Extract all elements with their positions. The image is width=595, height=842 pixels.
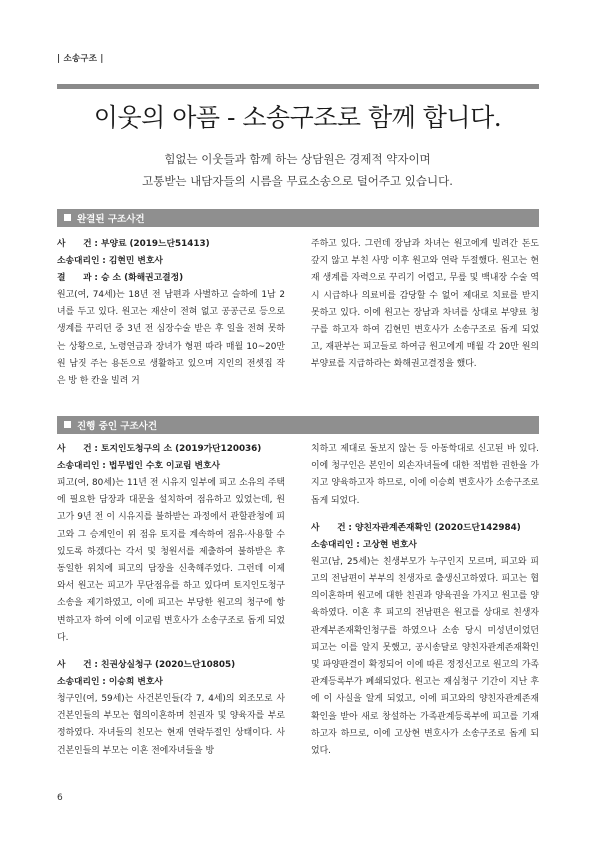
agent-key: 소송대리인 bbox=[57, 461, 100, 471]
agent-key: 소송대리인 bbox=[57, 677, 100, 688]
case-key: 사 건 bbox=[57, 444, 92, 454]
case-body-text-continued: 치하고 제대로 돌보지 않는 등 아동학대로 신고된 바 있다. 이에 청구인은 본인이 외손자녀들에 대한 적법한 권한을 가지고 양육하고자 하므로, 이에 이승희 변호사가 소송구조로 돕게 되었다. bbox=[311, 444, 539, 506]
case-key: 사 건 bbox=[311, 522, 346, 533]
case-row bbox=[311, 520, 539, 537]
case-body-text: 피고(여, 80세)는 11년 전 시유지 일부에 피고 소유의 주택에 필요한 담장과 대문을 설치하여 점유하고 있었는데, 원고가 9년 전 이 시유지를 불하받는 과정에서 관할관청에 피고와 그 승계인이 위 점유 토지를 계속하여 점유·사용할 수 있도록 하겠다는 각서 및 청원서를 제출하여 불하받은 후 동일한 위치에 피고의 담장을 신축해주었다. 그런데 이제 와서 원고는 피고가 무단점유를 하고 있다며 토지인도청구소송을 제기하였고, 이에 피고는 부당한 원고의 청구에 항변하고자 하여 이에 이교림 변호사가 소송구조로 돕게 되었다. bbox=[57, 478, 285, 643]
page-title: 이웃의 아픔 - 소송구조로 함께 합니다. bbox=[93, 103, 502, 132]
agent-value: : 이승희 변호사 bbox=[102, 677, 163, 688]
section-heading-label: 진행 중인 구조사건 bbox=[77, 421, 158, 432]
completed-case-right-column bbox=[311, 236, 539, 374]
subtitle-line-2: 고통받는 내담자들의 시름을 무료소송으로 덜어주고 있습니다. bbox=[142, 174, 453, 188]
square-bullet-icon bbox=[64, 421, 71, 428]
result-row bbox=[57, 270, 285, 287]
agent-row bbox=[57, 458, 285, 475]
case-key: 사 건 bbox=[57, 660, 92, 671]
result-key: 결 과 bbox=[57, 273, 92, 283]
subtitle-line-1: 힘없는 이웃들과 함께 하는 상담원은 경제적 약자이며 bbox=[164, 152, 431, 166]
case-row bbox=[57, 236, 285, 253]
ongoing-right-column bbox=[311, 441, 539, 760]
agent-row bbox=[57, 253, 285, 270]
case-body-text-continued: 주하고 있다. 그런데 장남과 차녀는 원고에게 빌려간 돈도 갚지 않고 부친 사망 이후 원고와 연락 두절했다. 원고는 현재 생계를 자력으로 꾸리기 어렵고, 무릎 및 백내장 수술 역시 시급하나 의료비를 감당할 수 없어 제대로 치료를 받지 못하고 있다. 이에 원고는 장남과 차녀를 상대로 부양료 청구를 하고자 하여 김현민 변호사가 소송구조로 돕게 되었고, 재판부는 피고들로 하여금 원고에게 매월 각 20만 원의 부양료를 지급하라는 화해권고결정을 했다. bbox=[311, 239, 539, 370]
case-body-text: 원고(남, 25세)는 친생부모가 누구인지 모르며, 피고와 피고의 전남편이 부부의 친생자로 출생신고하였다. 피고는 협의이혼하며 원고에 대한 친권과 양육권을 가지고 원고를 양육하였다. 이혼 후 피고의 전남편은 원고를 상대로 친생자관계부존재확인청구를 하였으나 소송 당시 미성년이었던 피고는 이를 알지 못했고, 공시송달로 양친자관계존재확인 및 파양판결이 확정되어 이에 따른 정정신고로 원고의 가족관계등록부가 폐쇄되었다. 원고는 재심청구 기간이 지난 후에 이 사실을 알게 되었고, 이에 피고와의 양친자관계존재확인을 받아 새로 창설하는 가족관계등록부에 피고를 기재하고자 하므로, 이에 고상현 변호사가 소송구조로 돕게 되었다. bbox=[311, 556, 539, 757]
agent-value: : 고상현 변호사 bbox=[356, 539, 417, 550]
section-heading-completed bbox=[57, 209, 539, 227]
section-tag: | 소송구조 | bbox=[57, 54, 104, 64]
page-number: 6 bbox=[57, 793, 63, 803]
agent-value: : 법무법인 수호 이교림 변호사 bbox=[102, 461, 221, 471]
case-body-text: 청구인(여, 59세)는 사건본인들(각 7, 4세)의 외조모로 사건본인들의 부모는 협의이혼하며 친권자 및 양육자를 부로 정하였다. 자녀들의 친모는 현재 연락두절인 상태이다. 사건본인들의 부모는 이혼 전에자녀들을 방 bbox=[57, 694, 285, 756]
header-rule bbox=[57, 84, 539, 89]
agent-value: : 김현민 변호사 bbox=[102, 256, 163, 266]
case-value: : 친권상실청구 (2020느단10805) bbox=[94, 660, 236, 671]
section-heading-ongoing bbox=[57, 416, 539, 434]
case-row bbox=[57, 441, 285, 458]
case-value: : 부양료 (2019느단51413) bbox=[94, 239, 210, 249]
ongoing-left-column bbox=[57, 441, 285, 760]
case-value: : 토지인도청구의 소 (2019가단120036) bbox=[94, 444, 262, 454]
result-value: : 승 소 (화해권고결정) bbox=[94, 273, 184, 283]
agent-key: 소송대리인 bbox=[311, 539, 354, 550]
section-heading-label: 완결된 구조사건 bbox=[77, 214, 145, 225]
agent-row bbox=[57, 674, 285, 691]
case-key: 사 건 bbox=[57, 239, 92, 249]
case-value: : 양친자관계존재확인 (2020드단142984) bbox=[348, 522, 521, 533]
agent-row bbox=[311, 537, 539, 554]
completed-case-left-column bbox=[57, 236, 285, 390]
case-row bbox=[57, 657, 285, 674]
case-body-text: 원고(여, 74세)는 18년 전 남편과 사별하고 슬하에 1남 2녀를 두고 있다. 원고는 재산이 전혀 없고 공공근로 등으로 생계를 꾸리던 중 3년 전 심장수술 받은 후 일을 전혀 못하는 상황으로, 노령연금과 장녀가 형편 따라 매월 10~20만원 남짓 주는 용돈으로 생활하고 있으며 지인의 전셋집 작은 방 한 칸을 빌려 거 bbox=[57, 290, 285, 387]
square-bullet-icon bbox=[64, 214, 71, 221]
agent-key: 소송대리인 bbox=[57, 256, 100, 266]
